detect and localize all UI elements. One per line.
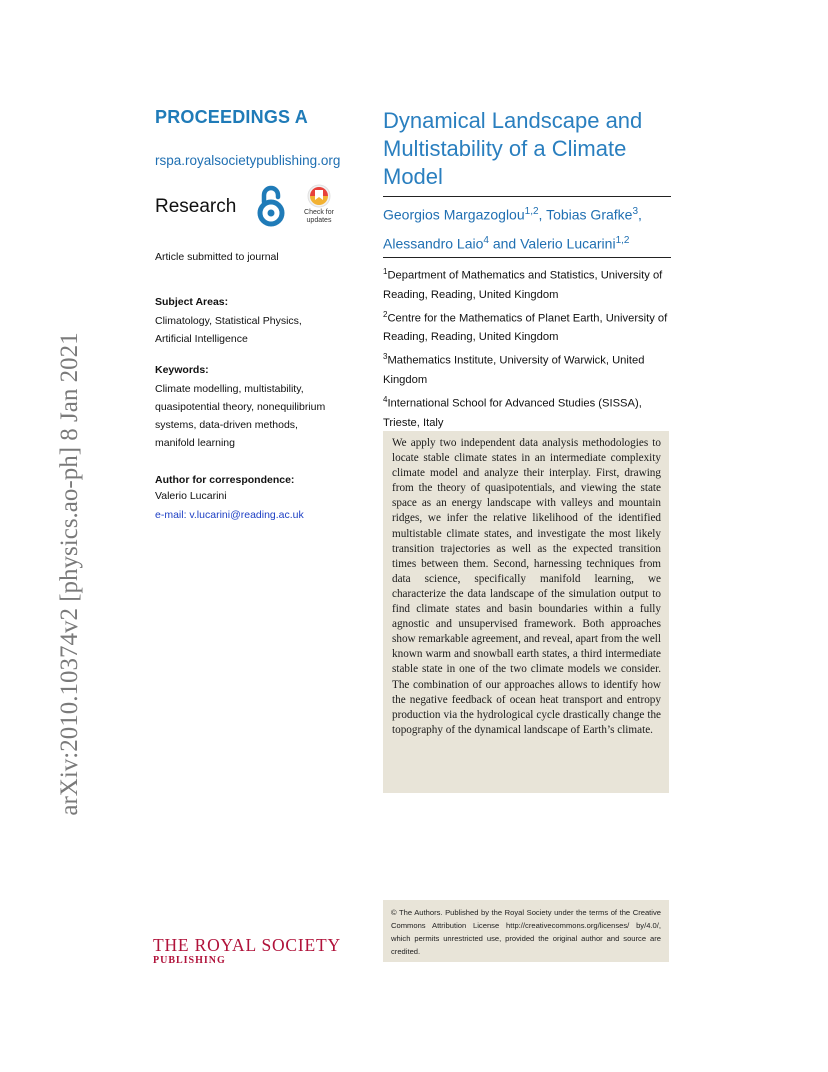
- keywords-line: quasipotential theory, nonequilibrium: [155, 401, 326, 413]
- keywords: [155, 380, 365, 452]
- author-name: Alessandro Laio: [383, 235, 484, 252]
- divider: [383, 196, 671, 197]
- affiliations: [383, 262, 678, 433]
- article-title: [383, 107, 683, 191]
- submission-note: Article submitted to journal: [155, 251, 279, 263]
- affiliation: [383, 390, 678, 433]
- affiliation: [383, 262, 678, 305]
- journal-url[interactable]: rspa.royalsocietypublishing.org: [155, 153, 341, 168]
- subject-areas-label: Subject Areas:: [155, 296, 229, 308]
- author-name: Georgios Margazoglou: [383, 206, 525, 223]
- affiliation-number: 1: [383, 267, 388, 276]
- title-line: Model: [383, 164, 443, 189]
- subject-areas: [155, 312, 355, 348]
- journal-name: PROCEEDINGS A: [155, 107, 308, 127]
- arxiv-stamp: arXiv:2010.10374v2 [physics.ao-ph] 8 Jan 2021: [56, 332, 83, 816]
- author-separator: ,: [638, 206, 642, 223]
- correspondence-label: Author for correspondence:: [155, 474, 295, 486]
- check-for-updates-label[interactable]: [296, 209, 342, 225]
- author-name: Valerio Lucarini: [520, 235, 616, 252]
- open-access-icon: [255, 184, 287, 228]
- affiliation-number: 2: [383, 309, 388, 319]
- title-line: Multistability of a Climate: [383, 136, 627, 161]
- affiliation: [383, 347, 678, 390]
- publisher-sub: PUBLISHING: [153, 955, 226, 966]
- affiliation-number: 3: [383, 352, 388, 362]
- author-list: [383, 199, 683, 256]
- author-separator: ,: [538, 206, 547, 223]
- affiliation-text: Centre for the Mathematics of Planet Earth, University of Reading, Reading, United Kingdom: [383, 312, 668, 344]
- author-affil-sup: 1,2: [615, 234, 630, 246]
- license-box: [383, 900, 669, 962]
- title-line: Dynamical Landscape and: [383, 108, 643, 133]
- abstract-box: [383, 431, 669, 793]
- check-for-updates-icon[interactable]: [302, 184, 336, 208]
- affiliation-text: Mathematics Institute, University of Warwick, United Kingdom: [383, 355, 645, 387]
- author-separator: and: [488, 235, 521, 252]
- keywords-line: Climate modelling, multistability,: [155, 383, 304, 395]
- keywords-line: manifold learning: [155, 437, 235, 449]
- author-affil-sup: 3: [632, 206, 639, 217]
- correspondence-name: Valerio Lucarini: [155, 490, 227, 502]
- article-type: Research: [155, 196, 237, 217]
- subject-line: Climatology, Statistical Physics,: [155, 315, 302, 327]
- affiliation-text: Department of Mathematics and Statistics, University of Reading, Reading, United Kingdom: [383, 269, 663, 301]
- divider: [383, 257, 671, 258]
- author-name: Tobias Grafke: [546, 206, 633, 223]
- correspondence-email[interactable]: e-mail: v.lucarini@reading.ac.uk: [155, 509, 304, 521]
- affiliation: [383, 305, 678, 348]
- author-affil-sup: 1,2: [524, 206, 539, 217]
- license-text: © The Authors. Published by the Royal Society under the terms of the Creative Commons Attribution License http://creativecommons.org/licenses/ by/4.0/, which permits unrestricted use, provided the original author and source are credited.: [391, 908, 661, 956]
- affiliation-number: 4: [383, 395, 388, 405]
- abstract-text: We apply two independent data analysis methodologies to locate stable climate states in an intermediate complexity climate model and analyze their interplay. First, drawing from the theory of quasipotentials, and viewing the state space as an energy landscape with valleys and mountain ridges, we infer the relative likelihood of the identified multistable climate states, and investigate the most likely transition trajectories as well as the expected transition times between them. Second, harnessing techniques from data science, specifically manifold learning, we characterize the data landscape of the simulation output to find climate states and basin boundaries within a fully agnostic and unsupervised framework. Both approaches show remarkable agreement, and reveal, apart from the well known warm and snowball earth states, a third intermediate stable state in one of the two climate models we consider. The combination of our approaches allows to identify how the negative feedback of ocean heat transport and entropy production via the hydrological cycle drastically change the topography of the dynamical landscape of Earth’s climate.: [392, 437, 661, 736]
- keywords-line: systems, data-driven methods,: [155, 419, 298, 431]
- affiliation-text: International School for Advanced Studies (SISSA), Trieste, Italy: [383, 397, 642, 429]
- royal-society-logo: [153, 935, 341, 966]
- keywords-label: Keywords:: [155, 364, 209, 376]
- publisher-name: THE ROYAL SOCIETY: [153, 935, 341, 955]
- check-updates-line2: updates: [306, 217, 332, 224]
- author-affil-sup: 4: [483, 234, 489, 246]
- subject-line: Artificial Intelligence: [155, 333, 248, 345]
- check-updates-line1: Check for: [304, 209, 334, 216]
